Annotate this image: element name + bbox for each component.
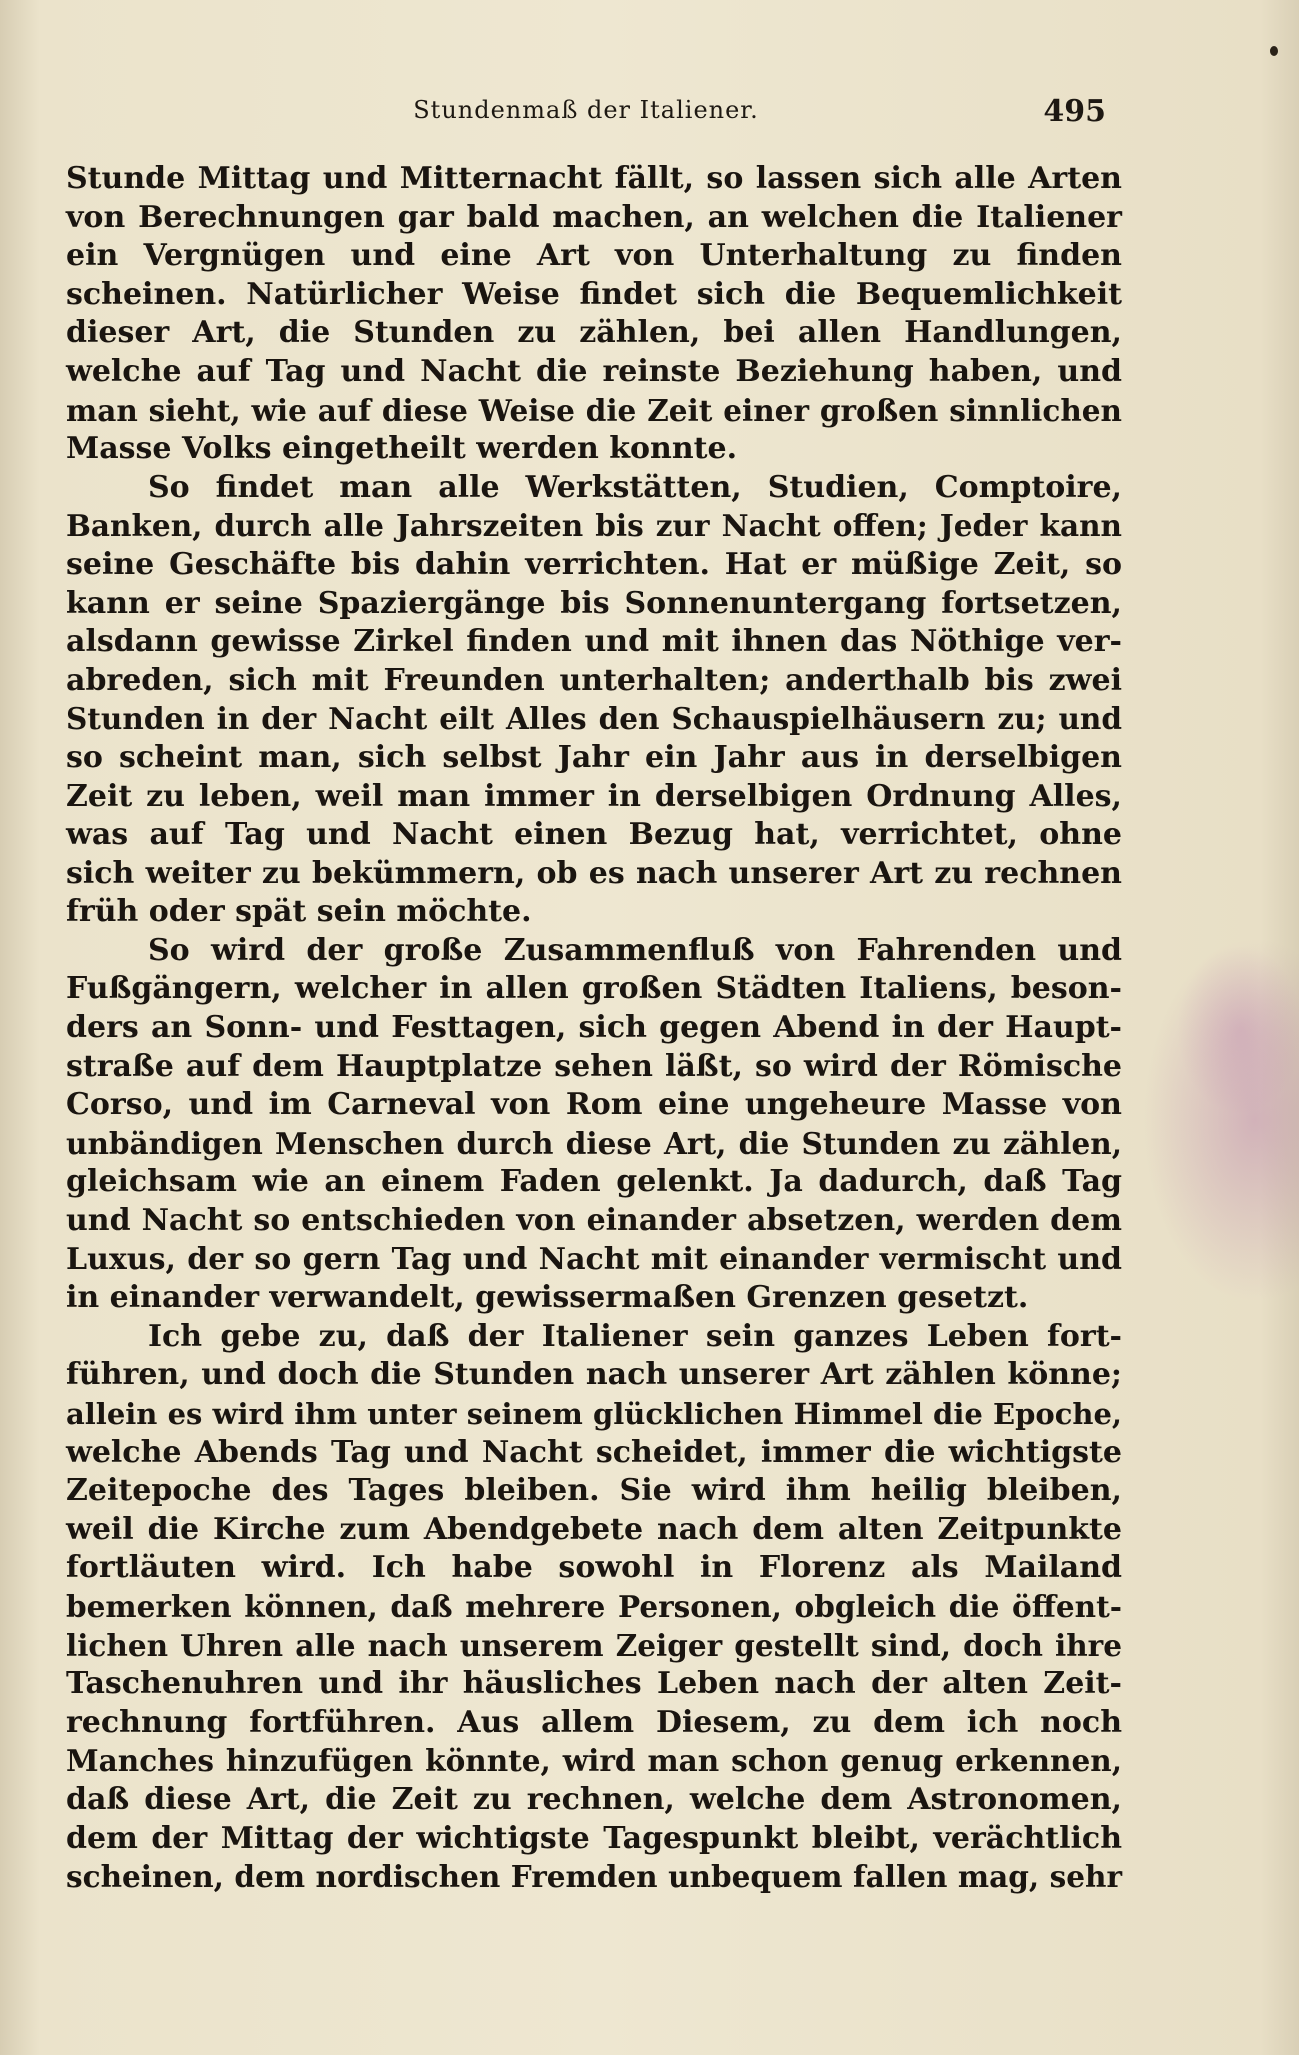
text-line: so scheint man, sich selbst Jahr ein Jahr aus in derselbigen	[66, 739, 1122, 775]
text-line: rechnung fortführen. Aus allem Diesem, zu dem ich noch	[66, 1704, 1122, 1740]
text-line: Stunden in der Nacht eilt Alles den Schauspielhäusern zu; und	[66, 701, 1122, 737]
text-line: von Berechnungen gar bald machen, an welchen die Italiener	[66, 199, 1122, 235]
text-line: Corso, und im Carneval von Rom eine ungeheure Masse von	[66, 1087, 1122, 1123]
text-line: seine Geschäfte bis dahin verrichten. Hat er müßige Zeit, so	[66, 546, 1122, 582]
text-line: und Nacht so entschieden von einander absetzen, werden dem	[66, 1203, 1122, 1239]
text-line: fortläuten wird. Ich habe sowohl in Florenz als Mailand	[66, 1550, 1122, 1586]
text-line: bemerken können, daß mehrere Personen, obgleich die öffent-	[66, 1588, 1122, 1624]
text-line: führen, und doch die Stunden nach unserer Art zählen könne;	[66, 1357, 1122, 1393]
text-line: welche auf Tag und Nacht die reinste Beziehung haben, und	[66, 353, 1122, 389]
text-line: ein Vergnügen und eine Art von Unterhaltung zu finden	[66, 238, 1122, 274]
text-line: daß diese Art, die Zeit zu rechnen, welche dem Astronomen,	[66, 1781, 1122, 1817]
text-line: Banken, durch alle Jahrszeiten bis zur Nacht offen; Jeder kann	[66, 508, 1122, 544]
text-line: Taschenuhren und ihr häusliches Leben nach der alten Zeit-	[66, 1666, 1122, 1702]
text-line: sich weiter zu bekümmern, ob es nach unserer Art zu rechnen	[66, 855, 1122, 891]
text-line: scheinen, dem nordischen Fremden unbequem fallen mag, sehr	[66, 1859, 1122, 1895]
text-line: dem der Mittag der wichtigste Tagespunkt bleibt, verächtlich	[66, 1820, 1122, 1856]
text-line: Fußgängern, welcher in allen großen Städten Italiens, beson-	[66, 971, 1122, 1007]
text-line: kann er seine Spaziergänge bis Sonnenuntergang fortsetzen,	[66, 585, 1122, 621]
text-line: Zeit zu leben, weil man immer in derselbigen Ordnung Alles,	[66, 778, 1122, 814]
text-line: Masse Volks eingetheilt werden konnte.	[66, 431, 738, 467]
text-line: früh oder spät sein möchte.	[66, 894, 532, 930]
page-header	[66, 94, 1106, 134]
text-line: in einander verwandelt, gewissermaßen Grenzen gesetzt.	[66, 1280, 1029, 1316]
text-line: So wird der große Zusammenfluß von Fahrenden und	[148, 932, 1122, 968]
text-line: was auf Tag und Nacht einen Bezug hat, verrichtet, ohne	[66, 817, 1122, 853]
body-text	[66, 160, 1122, 1897]
text-line: alsdann gewisse Zirkel finden und mit ihnen das Nöthige ver-	[66, 624, 1122, 660]
text-line: Stunde Mittag und Mitternacht fällt, so lassen sich alle Arten	[66, 161, 1122, 196]
text-line: lichen Uhren alle nach unserem Zeiger gestellt sind, doch ihre	[66, 1627, 1122, 1663]
text-line: Manches hinzufügen könnte, wird man schon genug erkennen,	[66, 1743, 1122, 1779]
text-line: dieser Art, die Stunden zu zählen, bei allen Handlungen,	[66, 315, 1122, 351]
text-line: So findet man alle Werkstätten, Studien, Comptoire,	[148, 469, 1122, 505]
text-line: Ich gebe zu, daß der Italiener sein ganzes Leben fort-	[148, 1318, 1122, 1354]
text-line: Luxus, der so gern Tag und Nacht mit einander vermischt und	[66, 1241, 1122, 1277]
text-line: weil die Kirche zum Abendgebete nach dem alten Zeitpunkte	[66, 1511, 1122, 1547]
text-line: abreden, sich mit Freunden unterhalten; anderthalb bis zwei	[66, 662, 1122, 698]
ink-speck	[1270, 46, 1278, 56]
text-line: welche Abends Tag und Nacht scheidet, immer die wichtigste	[66, 1434, 1122, 1470]
running-title: Stundenmaß der Italiener.	[413, 96, 759, 124]
text-line: scheinen. Natürlicher Weise findet sich die Bequemlichkeit	[66, 276, 1122, 312]
text-line: gleichsam wie an einem Faden gelenkt. Ja dadurch, daß Tag	[66, 1164, 1122, 1200]
text-line: straße auf dem Hauptplatze sehen läßt, so wird der Römische	[66, 1048, 1122, 1084]
text-line: ders an Sonn- und Festtagen, sich gegen Abend in der Haupt-	[66, 1010, 1122, 1046]
text-line: man sieht, wie auf diese Weise die Zeit einer großen sinnlichen	[66, 392, 1122, 428]
text-line: allein es wird ihm unter seinem glücklichen Himmel die Epoche,	[66, 1397, 1122, 1431]
page-number: 495	[1043, 94, 1106, 129]
text-line: unbändigen Menschen durch diese Art, die Stunden zu zählen,	[66, 1125, 1122, 1161]
text-line: Zeitepoche des Tages bleiben. Sie wird ihm heilig bleiben,	[66, 1473, 1122, 1509]
